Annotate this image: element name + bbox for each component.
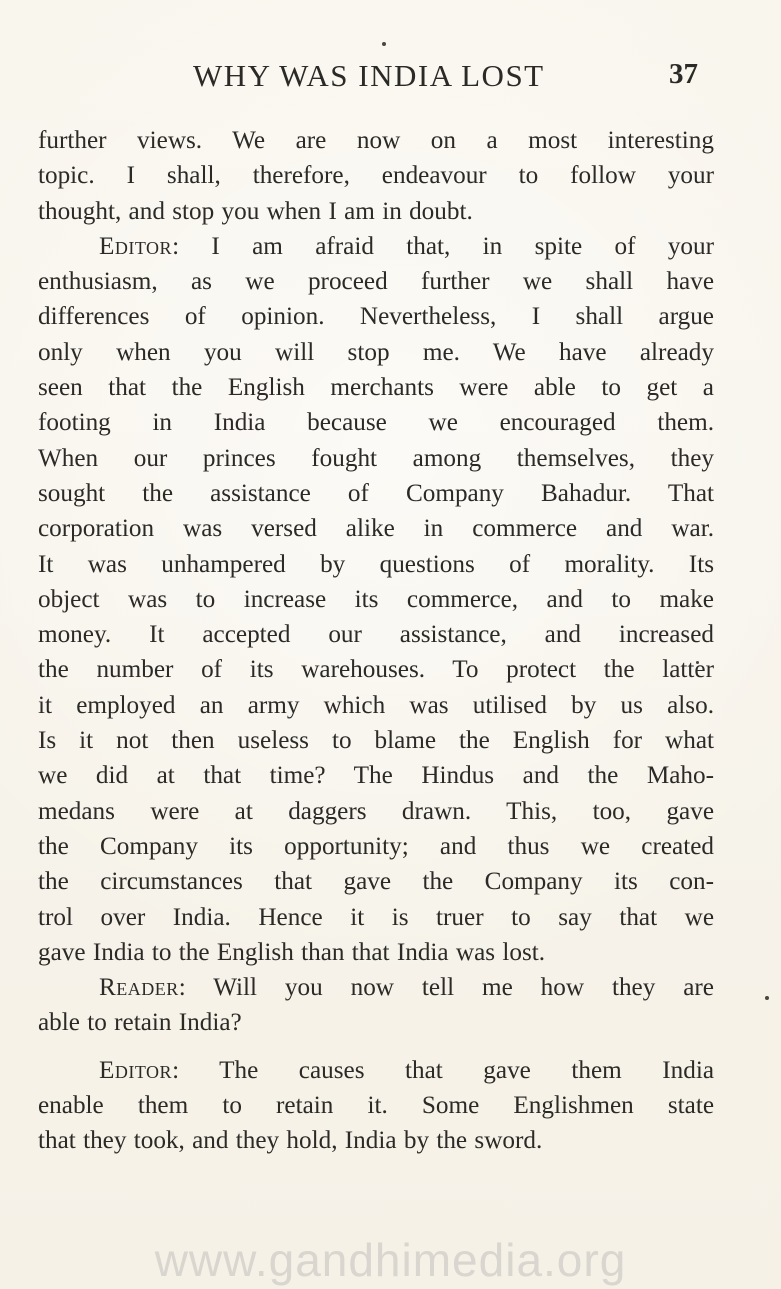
text-line: it employed an army which was utilised by us also. (38, 691, 714, 719)
text-line: seen that the English merchants were able to get a (38, 374, 714, 402)
text-line: footing in India because we encouraged them. (38, 409, 714, 437)
speaker-label: Editor (99, 232, 173, 260)
speaker-label: Editor (99, 1056, 173, 1084)
text-line: that they took, and they hold, India by the sword. (38, 1127, 543, 1155)
text-line: When our princes fought among themselves, they (38, 444, 714, 472)
text-line: only when you will stop me. We have already (38, 338, 714, 366)
text-line: able to retain India? (38, 1009, 242, 1037)
text-line: the Company its opportunity; and thus we created (38, 832, 714, 860)
text-line: sought the assistance of Company Bahadur. That (38, 479, 714, 507)
body-text (38, 123, 714, 1159)
text-line: differences of opinion. Nevertheless, I shall argue (38, 303, 714, 331)
running-title: WHY WAS INDIA LOST (193, 58, 545, 93)
page-header (0, 58, 781, 98)
text-line: the number of its warehouses. To protect the latter (38, 656, 714, 684)
text-line: money. It accepted our assistance, and increased (38, 621, 714, 649)
text-line: It was unhampered by questions of morality. Its (38, 550, 714, 578)
text-line: Is it not then useless to blame the English for what (38, 727, 714, 755)
text-line: object was to increase its commerce, and to make (38, 585, 714, 613)
text-line: we did at that time? The Hindus and the Maho- (38, 762, 714, 790)
text-line: trol over India. Hence it is truer to say that we (38, 903, 714, 931)
page-number: 37 (669, 58, 698, 90)
paragraph (38, 229, 714, 970)
text-line (38, 229, 714, 264)
text-line: medans were at daggers drawn. This, too, gave (38, 797, 714, 825)
text-line: thought, and stop you when I am in doubt. (38, 197, 473, 225)
text-fragment: : I am afraid that, in spite of your (172, 232, 714, 260)
text-line: enthusiasm, as we proceed further we shall have (38, 268, 714, 296)
text-line: enable them to retain it. Some Englishmen state (38, 1092, 714, 1120)
text-line: the circumstances that gave the Company its con- (38, 868, 714, 896)
text-line: corporation was versed alike in commerce and war. (38, 515, 714, 543)
paragraph (38, 123, 714, 229)
text-line: gave India to the English than that India was lost. (38, 938, 546, 966)
text-line: further views. We are now on a most interesting (38, 127, 714, 154)
text-fragment: : The causes that gave them India (172, 1056, 714, 1084)
paragraph (38, 1053, 714, 1159)
paragraph (38, 970, 714, 1041)
watermark: www.gandhimedia.org (154, 1234, 627, 1286)
print-speck-top (382, 42, 386, 46)
print-speck-right (765, 996, 769, 1000)
text-fragment: : Will you now tell me how they are (178, 974, 714, 1002)
text-line (38, 1053, 714, 1088)
speaker-label: Reader (99, 974, 179, 1002)
text-line: topic. I shall, therefore, endeavour to follow your (38, 162, 714, 190)
text-line (38, 970, 714, 1005)
